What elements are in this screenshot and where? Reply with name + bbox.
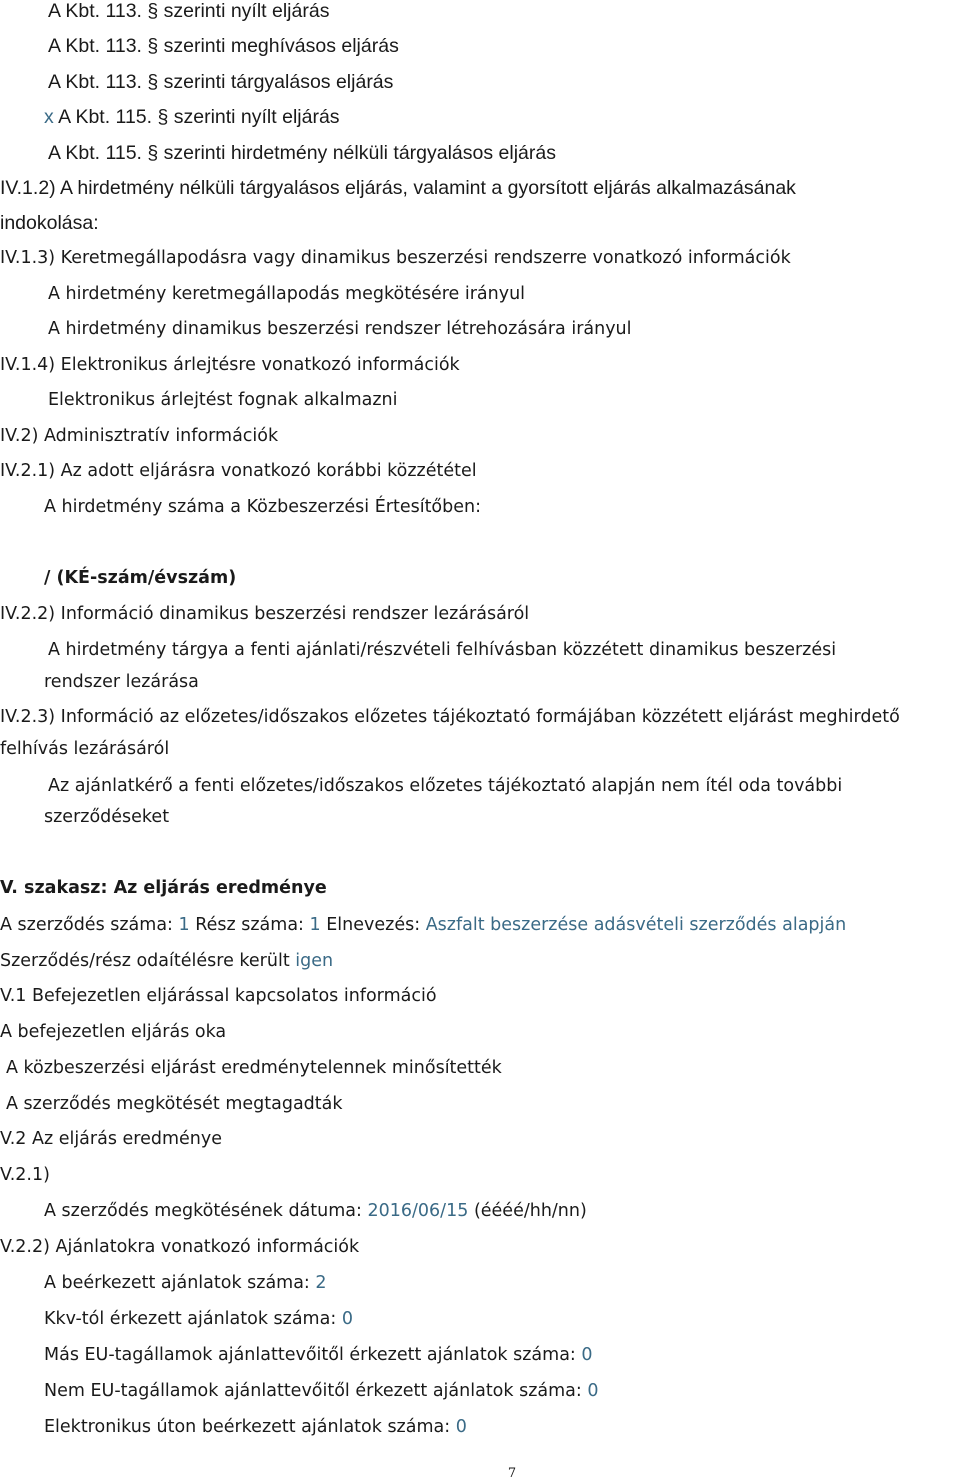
v-1-option-2: A szerződés megkötését megtagadták	[6, 1094, 343, 1114]
procedure-option-5: A Kbt. 115. § szerinti hirdetmény nélküli tárgyalásos eljárás	[48, 142, 556, 164]
eu-offers-value: 0	[581, 1345, 593, 1365]
non-eu-offers-value: 0	[587, 1381, 599, 1401]
v-1-option-1: A közbeszerzési eljárást eredménytelennek minősítették	[6, 1058, 502, 1078]
iv-1-3-heading: IV.1.3) Keretmegállapodásra vagy dinamikus beszerzési rendszerre vonatkozó információk	[0, 248, 791, 268]
contract-date-value: 2016/06/15	[367, 1201, 469, 1221]
page-number: 7	[507, 1466, 517, 1481]
sme-offers-line	[44, 1308, 353, 1330]
awarded-label: Szerződés/rész odaítélésre került	[0, 951, 290, 971]
selected-mark: x	[44, 106, 54, 128]
awarded-line	[0, 950, 333, 972]
v-2-1-heading: V.2.1)	[0, 1165, 50, 1185]
iv-2-2-item: A hirdetmény tárgya a fenti ajánlati/részvételi felhívásban közzétett dinamikus beszerzési	[48, 640, 837, 660]
iv-1-2-heading-cont: indokolása:	[0, 212, 99, 234]
procedure-option-2: A Kbt. 113. § szerinti meghívásos eljárás	[48, 35, 399, 57]
iv-2-3-item: Az ajánlatkérő a fenti előzetes/időszakos előzetes tájékoztató alapján nem ítél oda további	[48, 776, 843, 796]
v-1-reason: A befejezetlen eljárás oka	[0, 1022, 227, 1042]
v-2-heading: V.2 Az eljárás eredménye	[0, 1129, 222, 1149]
name-value: Aszfalt beszerzése adásvételi szerződés alapján	[425, 915, 847, 935]
iv-2-3-heading: IV.2.3) Információ az előzetes/időszakos előzetes tájékoztató formájában közzétett eljárást meghirdető	[0, 707, 900, 727]
offers-received-value: 2	[315, 1273, 327, 1293]
iv-2-3-item-cont: szerződéseket	[44, 807, 170, 827]
iv-2-2-item-cont: rendszer lezárása	[44, 672, 199, 692]
iv-1-4-item-1: Elektronikus árlejtést fognak alkalmazni	[48, 390, 398, 410]
non-eu-offers-line	[44, 1380, 599, 1402]
iv-1-3-item-1: A hirdetmény keretmegállapodás megkötésére irányul	[48, 284, 526, 304]
iv-2-1-heading: IV.2.1) Az adott eljárásra vonatkozó korábbi közzététel	[0, 461, 477, 481]
iv-2-2-heading: IV.2.2) Információ dinamikus beszerzési rendszer lezárásáról	[0, 604, 530, 624]
procedure-option-4	[44, 106, 340, 128]
iv-2-heading: IV.2) Adminisztratív információk	[0, 426, 279, 446]
v-1-heading: V.1 Befejezetlen eljárással kapcsolatos információ	[0, 986, 437, 1006]
sme-offers-value: 0	[341, 1309, 353, 1329]
procedure-option-3: A Kbt. 113. § szerinti tárgyalásos eljárás	[48, 71, 394, 93]
iv-1-4-heading: IV.1.4) Elektronikus árlejtésre vonatkozó információk	[0, 355, 460, 375]
electronic-offers-label: Elektronikus úton beérkezett ajánlatok száma:	[44, 1417, 451, 1437]
electronic-offers-value: 0	[455, 1417, 467, 1437]
contract-date-line	[44, 1200, 587, 1222]
iv-1-2-heading: IV.1.2) A hirdetmény nélküli tárgyalásos eljárás, valamint a gyorsított eljárás alkalmazásának	[0, 177, 796, 199]
iv-2-3-heading-cont: felhívás lezárásáról	[0, 739, 170, 759]
electronic-offers-line	[44, 1416, 467, 1438]
eu-offers-line	[44, 1344, 593, 1366]
section-v-title: V. szakasz: Az eljárás eredménye	[0, 878, 327, 898]
eu-offers-label: Más EU-tagállamok ajánlattevőitől érkezett ajánlatok száma:	[44, 1345, 576, 1365]
offers-received-label: A beérkezett ajánlatok száma:	[44, 1273, 310, 1293]
contract-number-value: 1	[178, 915, 190, 935]
procedure-option-4-label: A Kbt. 115. § szerinti nyílt eljárás	[58, 106, 340, 128]
iv-2-1-number-format: / (KÉ-szám/évszám)	[44, 568, 237, 588]
contract-date-format: (éééé/hh/nn)	[473, 1201, 587, 1221]
part-number-value: 1	[309, 915, 321, 935]
sme-offers-label: Kkv-tól érkezett ajánlatok száma:	[44, 1309, 337, 1329]
iv-2-1-item-1: A hirdetmény száma a Közbeszerzési Értesítőben:	[44, 497, 482, 517]
contract-number-label: A szerződés száma:	[0, 915, 173, 935]
v-2-2-heading: V.2.2) Ajánlatokra vonatkozó információk	[0, 1237, 360, 1257]
awarded-value: igen	[295, 951, 334, 971]
part-number-label: Rész száma:	[195, 915, 304, 935]
procedure-option-1: A Kbt. 113. § szerinti nyílt eljárás	[48, 0, 330, 22]
iv-1-3-item-2: A hirdetmény dinamikus beszerzési rendszer létrehozására irányul	[48, 319, 632, 339]
contract-date-label: A szerződés megkötésének dátuma:	[44, 1201, 362, 1221]
contract-info-line	[0, 914, 846, 936]
name-label: Elnevezés:	[326, 915, 421, 935]
non-eu-offers-label: Nem EU-tagállamok ajánlattevőitől érkezett ajánlatok száma:	[44, 1381, 582, 1401]
offers-received-line	[44, 1272, 327, 1294]
